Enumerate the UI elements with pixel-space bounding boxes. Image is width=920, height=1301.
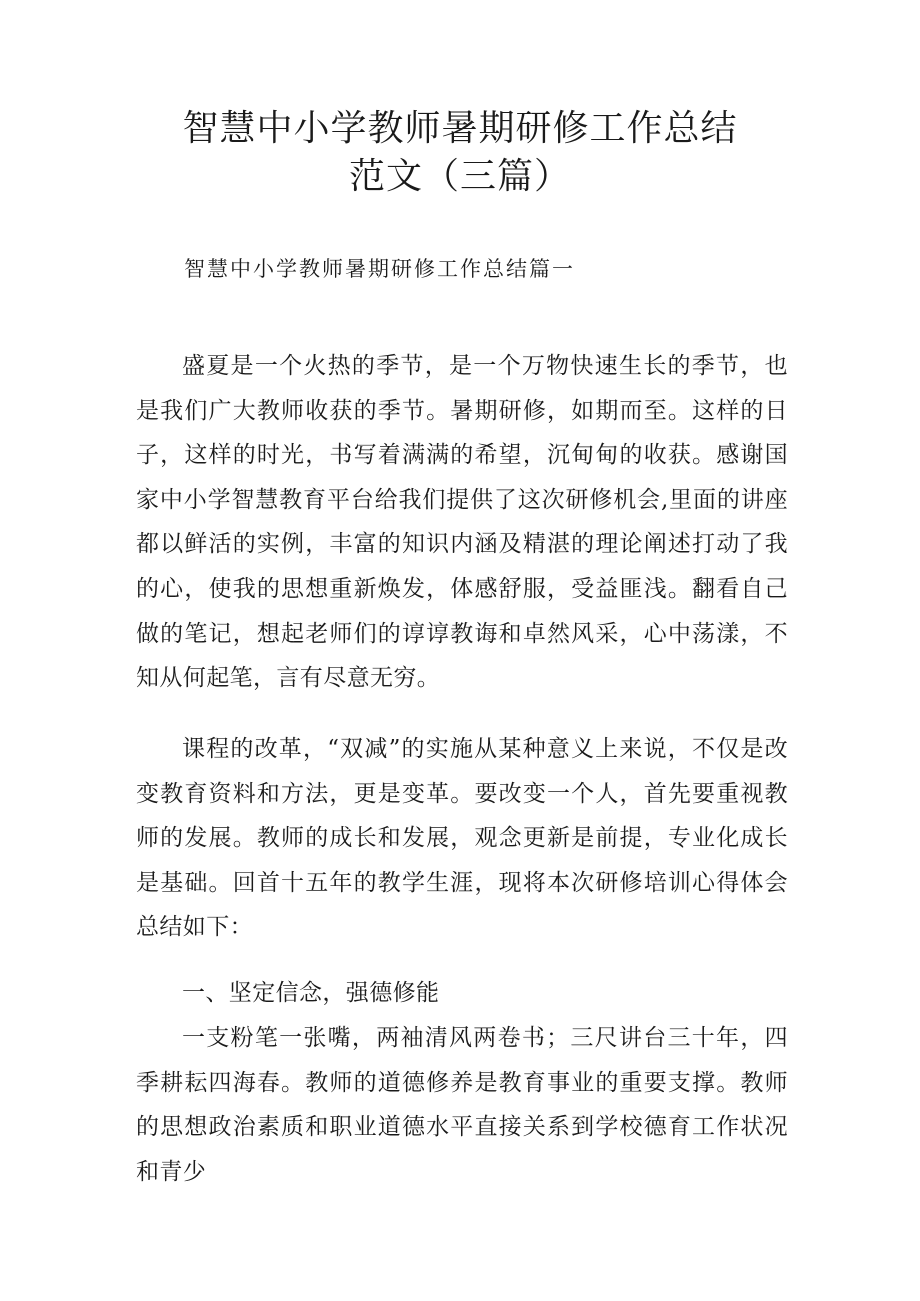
paragraph-reform: 课程的改革，“双减”的实施从某种意义上来说，不仅是改变教育资料和方法，更是变革。要改变一个人，首先要重视教师的发展。教师的成长和发展，观念更新是前提，专业化成长是基础。回首十五年的教学生涯，现将本次研修培训心得体会总结如下： [136,736,788,941]
subheading-belief: 一、坚定信念，强德修能 [182,980,440,1006]
document-title-line-1: 智慧中小学教师暑期研修工作总结 [182,108,738,149]
document-title-line-2: 范文（三篇） [348,156,571,197]
section-heading: 智慧中小学教师暑期研修工作总结篇一 [184,257,575,281]
paragraph-intro: 盛夏是一个火热的季节，是一个万物快速生长的季节，也是我们广大教师收获的季节。暑期研修，如期而至。这样的日子，这样的时光，书写着满满的希望，沉甸甸的收获。感谢国家中小学智慧教育平台给我们提供了这次研修机会,里面的讲座都以鲜活的实例，丰富的知识内涵及精湛的理论阐述打动了我的心，使我的思想重新焕发，体感舒服，受益匪浅。翻看自己做的笔记，想起老师们的谆谆教诲和卓然风采，心中荡漾，不知从何起笔，言有尽意无穷。 [136,353,788,692]
paragraph-ethics: 一支粉笔一张嘴，两袖清风两卷书；三尺讲台三十年，四季耕耘四海春。教师的道德修养是教育事业的重要支撑。教师的思想政治素质和职业道德水平直接关系到学校德育工作状况和青少 [136,1025,788,1185]
